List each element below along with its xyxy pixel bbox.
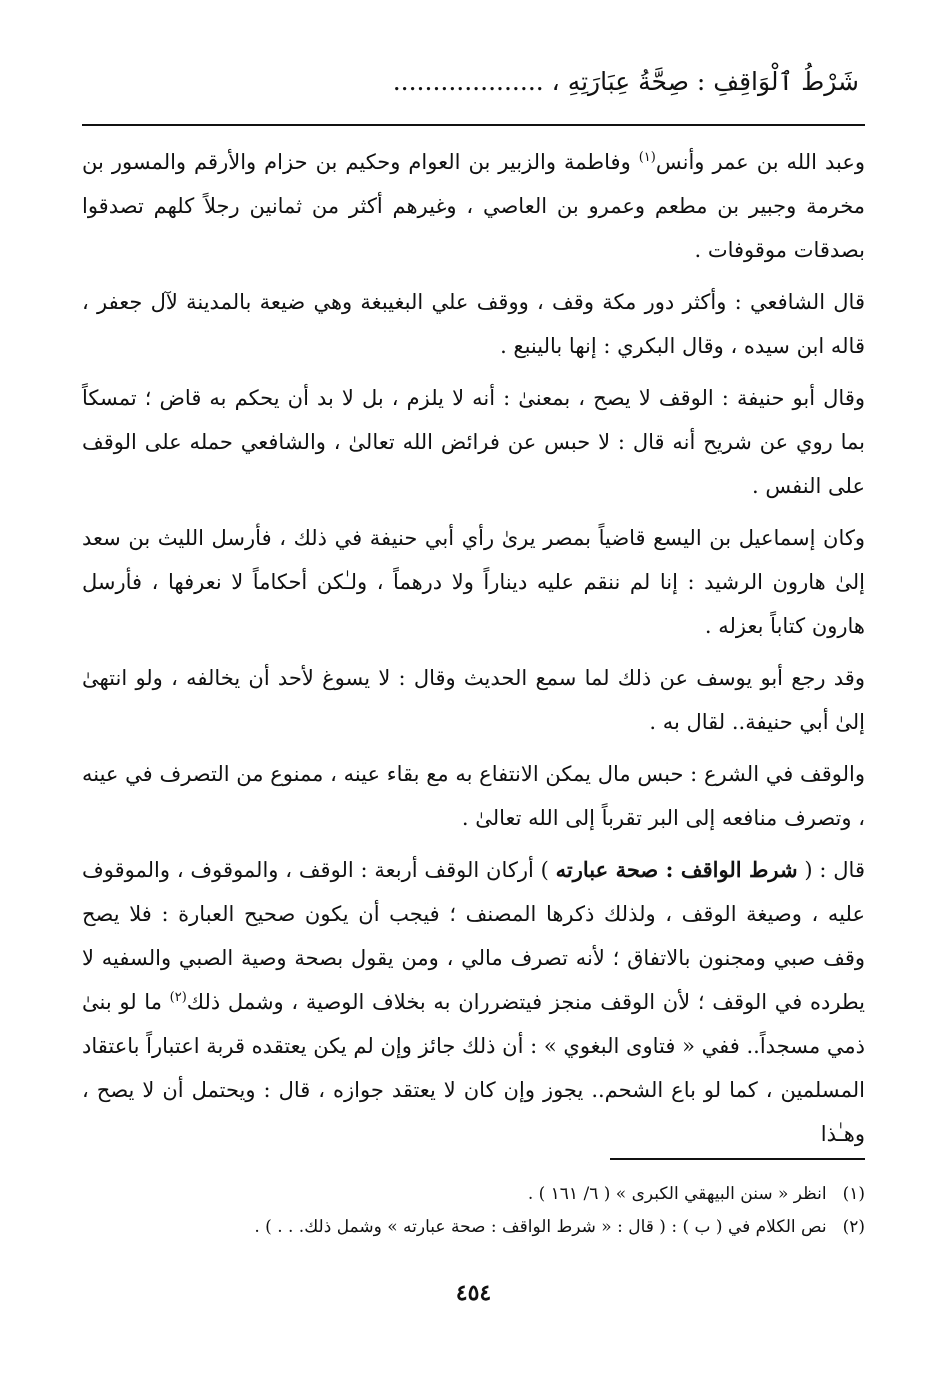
footnotes (82, 1178, 865, 1244)
running-header (82, 60, 865, 104)
footnote-2 (82, 1211, 865, 1244)
running-title: شَرْطُ ٱلْوَاقِفِ : صِحَّةُ عِبَارَتِهِ ، (551, 67, 859, 96)
header-rule (82, 124, 865, 126)
paragraph-5: وقد رجع أبو يوسف عن ذلك لما سمع الحديث وقال : لا يسوغ لأحد أن يخالفه ، ولو انتهىٰ إلىٰ أبي حنيفة.. لقال به . (82, 666, 865, 734)
paragraph-3: وقال أبو حنيفة : الوقف لا يصح ، بمعنىٰ : أنه لا يلزم ، بل لا بد أن يحكم به قاض ؛ تمسكاً بما روي عن شريح أنه قال : لا حبس عن فرائض الله تعالىٰ ، والشافعي حمله على الوقف على النفس . (82, 386, 865, 498)
footnote-rule (610, 1158, 865, 1160)
footnote-1-text: انظر « سنن البيهقي الكبرى » ( ٦/ ١٦١ ) . (527, 1184, 827, 1204)
leader-dots: ................... (392, 67, 544, 96)
footnote-2-text: نص الكلام في ( ب ) : ( قال : « شرط الواقف : صحة عبارته » وشمل ذلك. . . ) . (254, 1217, 827, 1237)
paragraph-7-text-c: ما لو بنىٰ ذمي مسجداً.. ففي « فتاوى البغوي » : أن ذلك جائز وإن لم يكن يعتقده قربة اعتباراً باعتقاد المسلمين ، كما لو باع الشحم.. يجوز وإن كان لا يعتقد جوازه ، قال : ويحتمل أن لا يصح ، وهـٰذا (82, 990, 865, 1146)
footnote-ref-2: (٢) (169, 990, 187, 1005)
paragraph-7-text-b: ) أركان الوقف أربعة : الوقف ، والموقوف ، والموقوف عليه ، وصيغة الوقف ، ولذلك ذكرها المصنف ؛ فيجب أن يكون صحيح العبارة : فلا يصح وقف صبي ومجنون بالاتفاق ؛ لأنه تصرف مالي ، ومن يقول بصحة وصية الصبي والسفيه لا يطرده في الوقف ؛ لأن الوقف منجز فيتضرران به بخلاف الوصية ، وشمل ذلك (82, 858, 865, 1014)
page-number: ٤٥٤ (455, 1280, 492, 1306)
footnote-2-number: (٢) (842, 1217, 865, 1237)
main-text (82, 140, 865, 1156)
paragraph-1 (82, 140, 865, 272)
footnote-1 (82, 1178, 865, 1211)
paragraph-7-text-a: قال : ( (797, 858, 865, 882)
footnote-ref-1: (١) (638, 150, 656, 165)
matn-quote: شرط الواقف : صحة عبارته (555, 857, 798, 882)
paragraph-4: وكان إسماعيل بن اليسع قاضياً بمصر يرىٰ رأي أبي حنيفة في ذلك ، فأرسل الليث بن سعد إلىٰ هارون الرشيد : إنا لم ننقم عليه ديناراً ولا درهماً ، ولـٰكن أحكاماً لا نعرفها ، فأرسل هارون كتاباً بعزله . (82, 526, 865, 638)
paragraph-7 (82, 848, 865, 1156)
paragraph-2: قال الشافعي : وأكثر دور مكة وقف ، ووقف علي البغيبغة وهي ضيعة بالمدينة لآل جعفر ، قاله ابن سيده ، وقال البكري : إنها بالينبع . (82, 290, 865, 358)
paragraph-1-text-b: وفاطمة والزبير بن العوام وحكيم بن حزام والأرقم والمسور بن مخرمة وجبير بن مطعم وعمرو بن العاصي ، وغيرهم أكثر من ثمانين رجلاً كلهم تصدقوا بصدقات موقوفات . (82, 150, 865, 262)
paragraph-6: والوقف في الشرع : حبس مال يمكن الانتفاع به مع بقاء عينه ، ممنوع من التصرف في عينه ، وتصرف منافعه إلى البر تقرباً إلى الله تعالىٰ . (82, 762, 865, 830)
paragraph-1-text-a: وعبد الله بن عمر وأنس (655, 150, 866, 174)
footnote-1-number: (١) (842, 1184, 865, 1204)
